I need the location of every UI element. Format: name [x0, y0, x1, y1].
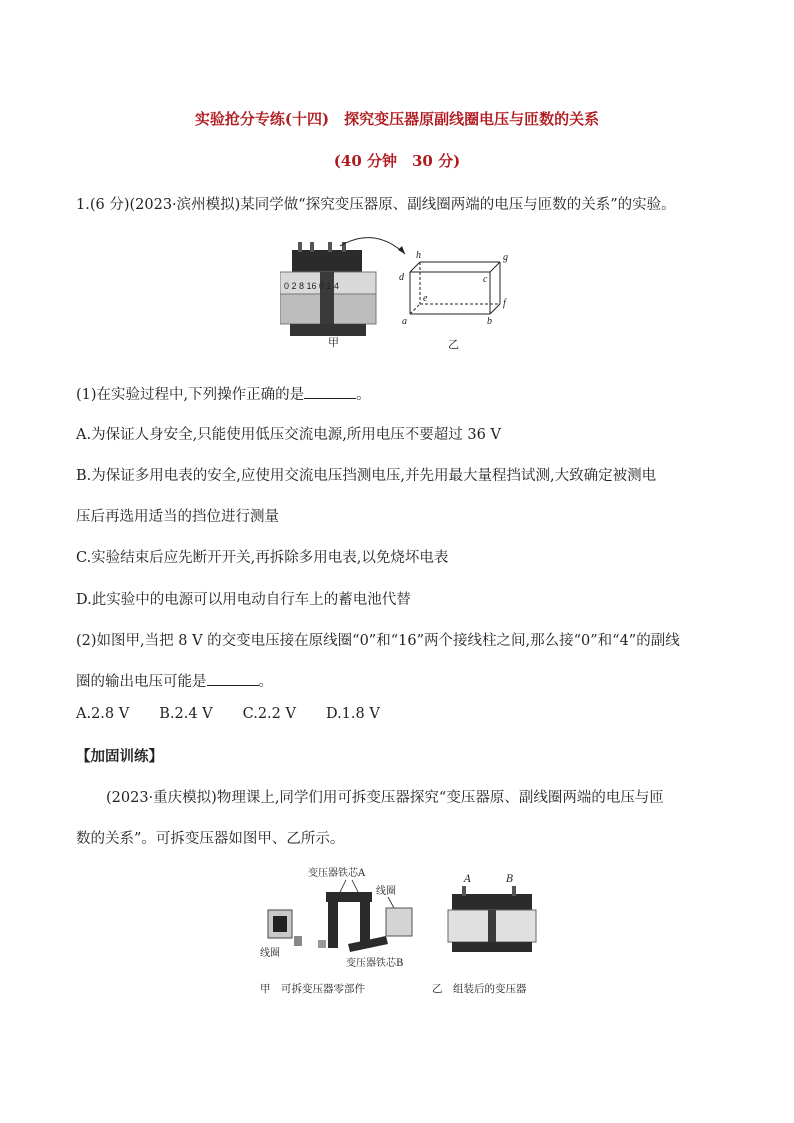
extra-line2: 数的关系”。可拆变压器如图甲、乙所示。 — [76, 831, 345, 847]
option-c: C.实验结束后应先断开开关,再拆除多用电表,以免烧坏电表 — [76, 550, 449, 566]
page-title: 实验抢分专练(十四) 探究变压器原副线圈电压与匝数的关系 — [194, 110, 600, 128]
choice-b[interactable]: B.2.4 V — [159, 706, 213, 722]
part-1 — [76, 383, 371, 404]
figure-2-svg — [256, 864, 556, 1000]
coil-left-label: 线圈 — [260, 948, 280, 959]
caption-right: 乙 组装后的变压器 — [432, 983, 527, 995]
label-e: e — [423, 293, 428, 304]
answer-blank-2[interactable] — [207, 673, 259, 686]
page-subtitle: (40 分钟 30 分) — [333, 152, 461, 170]
option-d: D.此实验中的电源可以用电动自行车上的蓄电池代替 — [76, 592, 411, 608]
part-2-suffix: 。 — [258, 674, 273, 690]
label-a-upper: A — [464, 874, 472, 885]
option-b-line1: B.为保证多用电表的安全,应使用交流电压挡测电压,并先用最大量程挡试测,大致确定被测电 — [76, 468, 657, 484]
core-b-label: 变压器铁芯B — [346, 958, 404, 969]
cuboid-diagram — [410, 262, 500, 314]
assembled-photo — [448, 886, 536, 952]
figure-1-svg — [280, 236, 520, 356]
option-b-line2: 压后再选用适当的挡位进行测量 — [76, 509, 279, 525]
choice-d[interactable]: D.1.8 V — [325, 706, 380, 722]
extra-line1: (2023·重庆模拟)物理课上,同学们用可拆变压器探究“变压器原、副线圈两端的电压与匝 — [106, 790, 664, 806]
part-1-prefix: (1)在实验过程中,下列操作正确的是 — [76, 387, 305, 403]
label-b-upper: B — [506, 874, 514, 885]
coil-right-label: 线圈 — [376, 886, 396, 897]
option-a: A.为保证人身安全,只能使用低压交流电源,所用电压不要超过 36 V — [76, 427, 501, 443]
part-2-line2 — [76, 670, 273, 691]
label-g: g — [503, 252, 508, 263]
part-2-prefix: 圈的输出电压可能是 — [76, 674, 207, 690]
figure-1 — [280, 236, 520, 356]
label-h: h — [416, 250, 421, 261]
choice-c[interactable]: C.2.2 V — [242, 706, 296, 722]
label-a: a — [402, 316, 407, 327]
scale-digits: 0 2 8 16 0 1 4 — [284, 281, 340, 291]
label-b: b — [487, 316, 492, 327]
caption-left: 甲 可拆变压器零部件 — [260, 983, 365, 995]
question-1-stem: 1.(6 分)(2023·滨州模拟)某同学做“探究变压器原、副线圈两端的电压与匝数的关系”的实验。 — [76, 197, 676, 213]
answer-blank-1[interactable] — [304, 386, 356, 399]
figure-2 — [256, 864, 556, 1000]
extra-heading: 【加固训练】 — [76, 748, 163, 765]
core-a-label: 变压器铁芯A — [308, 868, 366, 879]
label-d: d — [399, 272, 404, 283]
fig1-label-left: 甲 — [328, 336, 339, 349]
label-f: f — [503, 298, 506, 309]
part-1-suffix: 。 — [356, 387, 371, 403]
label-c: c — [483, 274, 488, 285]
fig1-label-right: 乙 — [448, 338, 459, 351]
choices — [76, 706, 410, 722]
choice-a[interactable]: A.2.8 V — [76, 706, 130, 722]
part-2-line1: (2)如图甲,当把 8 V 的交变电压接在原线圈“0”和“16”两个接线柱之间,那么接“0”和“4”的副线 — [76, 633, 680, 649]
